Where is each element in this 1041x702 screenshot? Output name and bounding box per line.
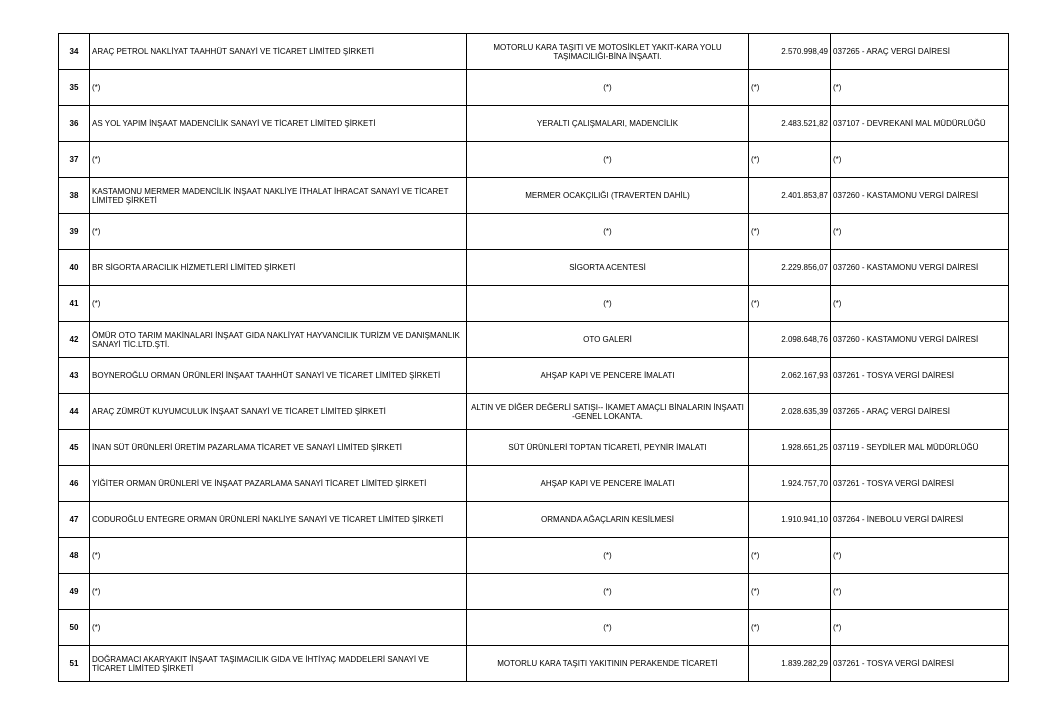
tax-office: (*) xyxy=(831,538,1009,574)
table-row xyxy=(59,214,1009,250)
row-number: 43 xyxy=(59,358,90,394)
row-number: 36 xyxy=(59,106,90,142)
table-row xyxy=(59,646,1009,682)
row-number: 50 xyxy=(59,610,90,646)
table-row xyxy=(59,466,1009,502)
row-number: 35 xyxy=(59,70,90,106)
declared-amount: 1.928.651,25 xyxy=(749,430,831,466)
company-name: KASTAMONU MERMER MADENCİLİK İNŞAAT NAKLİYE İTHALAT İHRACAT SANAYİ VE TİCARET LİMİTED ŞİRKETİ xyxy=(90,178,467,214)
table-row xyxy=(59,610,1009,646)
tax-office: 037260 - KASTAMONU VERGİ DAİRESİ xyxy=(831,178,1009,214)
tax-office: (*) xyxy=(831,610,1009,646)
declared-amount: 2.483.521,82 xyxy=(749,106,831,142)
business-activity: (*) xyxy=(467,610,749,646)
tax-office: (*) xyxy=(831,214,1009,250)
company-name: AS YOL YAPIM İNŞAAT MADENCİLİK SANAYİ VE TİCARET LİMİTED ŞİRKETİ xyxy=(90,106,467,142)
company-name: DOĞRAMACI AKARYAKIT İNŞAAT TAŞIMACILIK GIDA VE İHTİYAÇ MADDELERİ SANAYİ VE TİCARET LİMİTED ŞİRKETİ xyxy=(90,646,467,682)
business-activity: YERALTI ÇALIŞMALARI, MADENCİLİK xyxy=(467,106,749,142)
tax-office: 037261 - TOSYA VERGİ DAİRESİ xyxy=(831,358,1009,394)
declared-amount: 2.401.853,87 xyxy=(749,178,831,214)
company-name: İNAN SÜT ÜRÜNLERİ ÜRETİM PAZARLAMA TİCARET VE SANAYİ LİMİTED ŞİRKETİ xyxy=(90,430,467,466)
row-number: 46 xyxy=(59,466,90,502)
business-activity: MOTORLU KARA TAŞITI VE MOTOSİKLET YAKIT-KARA YOLU TAŞIMACILIĞI-BİNA İNŞAATI. xyxy=(467,34,749,70)
table-row xyxy=(59,358,1009,394)
business-activity: (*) xyxy=(467,142,749,178)
declared-amount: 1.910.941,10 xyxy=(749,502,831,538)
row-number: 39 xyxy=(59,214,90,250)
business-activity: AHŞAP KAPI VE PENCERE İMALATI xyxy=(467,466,749,502)
row-number: 48 xyxy=(59,538,90,574)
business-activity: SÜT ÜRÜNLERİ TOPTAN TİCARETİ, PEYNİR İMALATI xyxy=(467,430,749,466)
declared-amount: 2.062.167,93 xyxy=(749,358,831,394)
company-name: ÖMÜR OTO TARIM MAKİNALARI İNŞAAT GIDA NAKLİYAT HAYVANCILIK TURİZM VE DANIŞMANLIK SANAYİ TİC.LTD.ŞTİ. xyxy=(90,322,467,358)
row-number: 47 xyxy=(59,502,90,538)
row-number: 40 xyxy=(59,250,90,286)
row-number: 42 xyxy=(59,322,90,358)
table-row xyxy=(59,286,1009,322)
business-activity: (*) xyxy=(467,538,749,574)
tax-office: 037260 - KASTAMONU VERGİ DAİRESİ xyxy=(831,250,1009,286)
tax-office: 037261 - TOSYA VERGİ DAİRESİ xyxy=(831,646,1009,682)
declared-amount: 2.229.856,07 xyxy=(749,250,831,286)
table-row xyxy=(59,250,1009,286)
row-number: 44 xyxy=(59,394,90,430)
company-name: CODUROĞLU ENTEGRE ORMAN ÜRÜNLERİ NAKLİYE SANAYİ VE TİCARET LİMİTED ŞİRKETİ xyxy=(90,502,467,538)
business-activity: OTO GALERİ xyxy=(467,322,749,358)
company-name: ARAÇ PETROL NAKLİYAT TAAHHÜT SANAYİ VE TİCARET LİMİTED ŞİRKETİ xyxy=(90,34,467,70)
taxpayer-table xyxy=(58,33,1009,682)
table-row xyxy=(59,70,1009,106)
tax-office: 037265 - ARAÇ VERGİ DAİRESİ xyxy=(831,394,1009,430)
table-row xyxy=(59,538,1009,574)
declared-amount: (*) xyxy=(749,286,831,322)
table-row xyxy=(59,430,1009,466)
tax-office: 037265 - ARAÇ VERGİ DAİRESİ xyxy=(831,34,1009,70)
row-number: 38 xyxy=(59,178,90,214)
table-row xyxy=(59,502,1009,538)
row-number: 37 xyxy=(59,142,90,178)
declared-amount: (*) xyxy=(749,610,831,646)
company-name: (*) xyxy=(90,574,467,610)
table-row xyxy=(59,106,1009,142)
tax-office: (*) xyxy=(831,574,1009,610)
declared-amount: (*) xyxy=(749,70,831,106)
company-name: BOYNEROĞLU ORMAN ÜRÜNLERİ İNŞAAT TAAHHÜT SANAYİ VE TİCARET LİMİTED ŞİRKETİ xyxy=(90,358,467,394)
declared-amount: 2.570.998,49 xyxy=(749,34,831,70)
company-name: (*) xyxy=(90,70,467,106)
tax-office: 037107 - DEVREKANİ MAL MÜDÜRLÜĞÜ xyxy=(831,106,1009,142)
business-activity: MOTORLU KARA TAŞITI YAKITININ PERAKENDE TİCARETİ xyxy=(467,646,749,682)
declared-amount: (*) xyxy=(749,142,831,178)
table-row xyxy=(59,178,1009,214)
business-activity: (*) xyxy=(467,574,749,610)
company-name: (*) xyxy=(90,610,467,646)
company-name: YİĞİTER ORMAN ÜRÜNLERİ VE İNŞAAT PAZARLAMA SANAYİ TİCARET LİMİTED ŞİRKETİ xyxy=(90,466,467,502)
table-row xyxy=(59,394,1009,430)
company-name: BR SİGORTA ARACILIK HİZMETLERİ LİMİTED ŞİRKETİ xyxy=(90,250,467,286)
tax-office: (*) xyxy=(831,286,1009,322)
row-number: 51 xyxy=(59,646,90,682)
company-name: (*) xyxy=(90,142,467,178)
declared-amount: 1.924.757,70 xyxy=(749,466,831,502)
business-activity: (*) xyxy=(467,286,749,322)
row-number: 49 xyxy=(59,574,90,610)
business-activity: (*) xyxy=(467,70,749,106)
tax-office: (*) xyxy=(831,70,1009,106)
tax-office: 037261 - TOSYA VERGİ DAİRESİ xyxy=(831,466,1009,502)
declared-amount: 1.839.282,29 xyxy=(749,646,831,682)
table-row xyxy=(59,142,1009,178)
tax-office: (*) xyxy=(831,142,1009,178)
declared-amount: (*) xyxy=(749,214,831,250)
business-activity: ORMANDA AĞAÇLARIN KESİLMESİ xyxy=(467,502,749,538)
business-activity: ALTIN VE DİĞER DEĞERLİ SATIŞI-- İKAMET AMAÇLI BİNALARIN İNŞAATI -GENEL LOKANTA. xyxy=(467,394,749,430)
business-activity: (*) xyxy=(467,214,749,250)
table-row xyxy=(59,322,1009,358)
declared-amount: (*) xyxy=(749,538,831,574)
taxpayer-table-body xyxy=(59,34,1009,682)
company-name: (*) xyxy=(90,538,467,574)
declared-amount: 2.028.635,39 xyxy=(749,394,831,430)
business-activity: SİGORTA ACENTESİ xyxy=(467,250,749,286)
row-number: 45 xyxy=(59,430,90,466)
tax-office: 037260 - KASTAMONU VERGİ DAİRESİ xyxy=(831,322,1009,358)
table-row xyxy=(59,34,1009,70)
declared-amount: 2.098.648,76 xyxy=(749,322,831,358)
company-name: (*) xyxy=(90,286,467,322)
row-number: 41 xyxy=(59,286,90,322)
tax-office: 037119 - SEYDİLER MAL MÜDÜRLÜĞÜ xyxy=(831,430,1009,466)
business-activity: AHŞAP KAPI VE PENCERE İMALATI xyxy=(467,358,749,394)
tax-office: 037264 - İNEBOLU VERGİ DAİRESİ xyxy=(831,502,1009,538)
row-number: 34 xyxy=(59,34,90,70)
business-activity: MERMER OCAKÇILIĞI (TRAVERTEN DAHİL) xyxy=(467,178,749,214)
company-name: ARAÇ ZÜMRÜT KUYUMCULUK İNŞAAT SANAYİ VE TİCARET LİMİTED ŞİRKETİ xyxy=(90,394,467,430)
declared-amount: (*) xyxy=(749,574,831,610)
table-row xyxy=(59,574,1009,610)
company-name: (*) xyxy=(90,214,467,250)
